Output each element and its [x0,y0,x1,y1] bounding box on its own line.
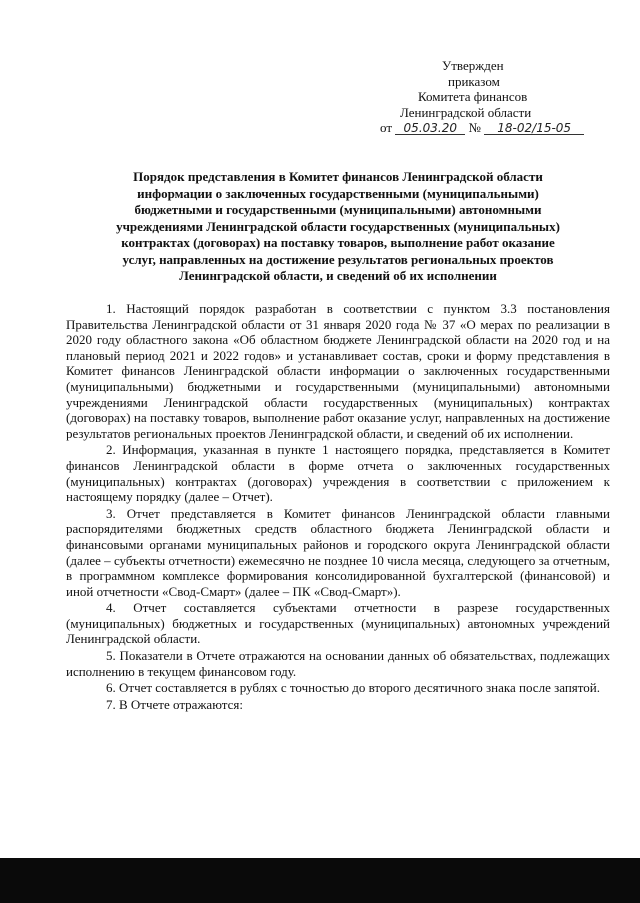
approval-line-approved: Утвержден [442,58,504,73]
paragraph-3: 3. Отчет представляется в Комитет финансов Ленинградской области главными распорядителями бюджетных средств областного бюджета Ленинградской области и финансовыми органами муниципальных районов и городского округа Ленинградской области (далее – субъекты отчетности) ежемесячно не позднее 10 числа месяца, следующего за отчетным, в программном комплексе формирования консолидированной бухгалтерской (финансовой) и иной отчетности «Свод-Смарт» (далее – ПК «Свод-Смарт»). [66,505,610,599]
title-line: Ленинградской области, и сведений об их исполнении [179,268,497,283]
paragraph-1: 1. Настоящий порядок разработан в соответствии с пунктом 3.3 постановления Правительства Ленинградской области от 31 января 2020 года № 37 «О мерах по реализации в 2020 году областного закона «Об областном бюджете Ленинградской области на 2020 год и на плановый период 2021 и 2022 годов» и устанавливает состав, сроки и форму представления в Комитет финансов Ленинградской области информации о заключенных государственными (муниципальными) бюджетными и государственными (муниципальными) автономными учреждениями Ленинградской области государственных (муниципальных) контрактах (договорах) на поставку товаров, выполнение работ оказание услуг, направленных на достижение результатов региональных проектов Ленинградской области, и сведений об их исполнении. [66,301,610,441]
document-body [66,301,610,713]
paragraph-6: 6. Отчет составляется в рублях с точностью до второго десятичного знака после запятой. [106,680,600,696]
title-line: учреждениями Ленинградской области государственных (муниципальных) [116,218,560,234]
approval-line-region: Ленинградской области [400,104,532,120]
approval-date-number-line [380,120,630,136]
title-line: информации о заключенных государственными (муниципальными) [137,185,539,201]
title-line: услуг, направленных на достижение результатов региональных проектов [122,251,554,267]
approval-block [380,58,630,136]
title-line: контрактах (договорах) на поставку товаров, выполнение работ оказание [121,235,555,250]
from-label: от [380,120,393,135]
handwritten-number: 18-02/15-05 [484,122,584,135]
approval-line-committee: Комитета финансов [418,89,528,104]
paragraph-5: 5. Показатели в Отчете отражаются на основании данных об обязательствах, подлежащих исполнению в текущем финансовом году. [66,648,610,679]
document-title [68,169,608,285]
handwritten-date: 05.03.20 [395,122,465,135]
title-line: бюджетными и государственными (муниципальными) автономными [134,202,542,217]
paragraph-2: 2. Информация, указанная в пункте 1 настоящего порядка, представляется в Комитет финансов Ленинградской области в форме отчета о заключенных государственных (муниципальных) контрактах (договорах) учреждения в соответствии с приложением к настоящему порядку (далее – Отчет). [66,442,610,505]
number-label: № [468,120,481,135]
scan-bottom-border [0,858,640,903]
title-line: Порядок представления в Комитет финансов Ленинградской области [133,169,543,184]
approval-line-order: приказом [448,73,500,89]
paragraph-7: 7. В Отчете отражаются: [106,696,243,712]
paragraph-4: 4. Отчет составляется субъектами отчетности в разрезе государственных (муниципальных) бюджетных и государственных (муниципальных) автономных учреждений Ленинградской области. [66,600,610,647]
